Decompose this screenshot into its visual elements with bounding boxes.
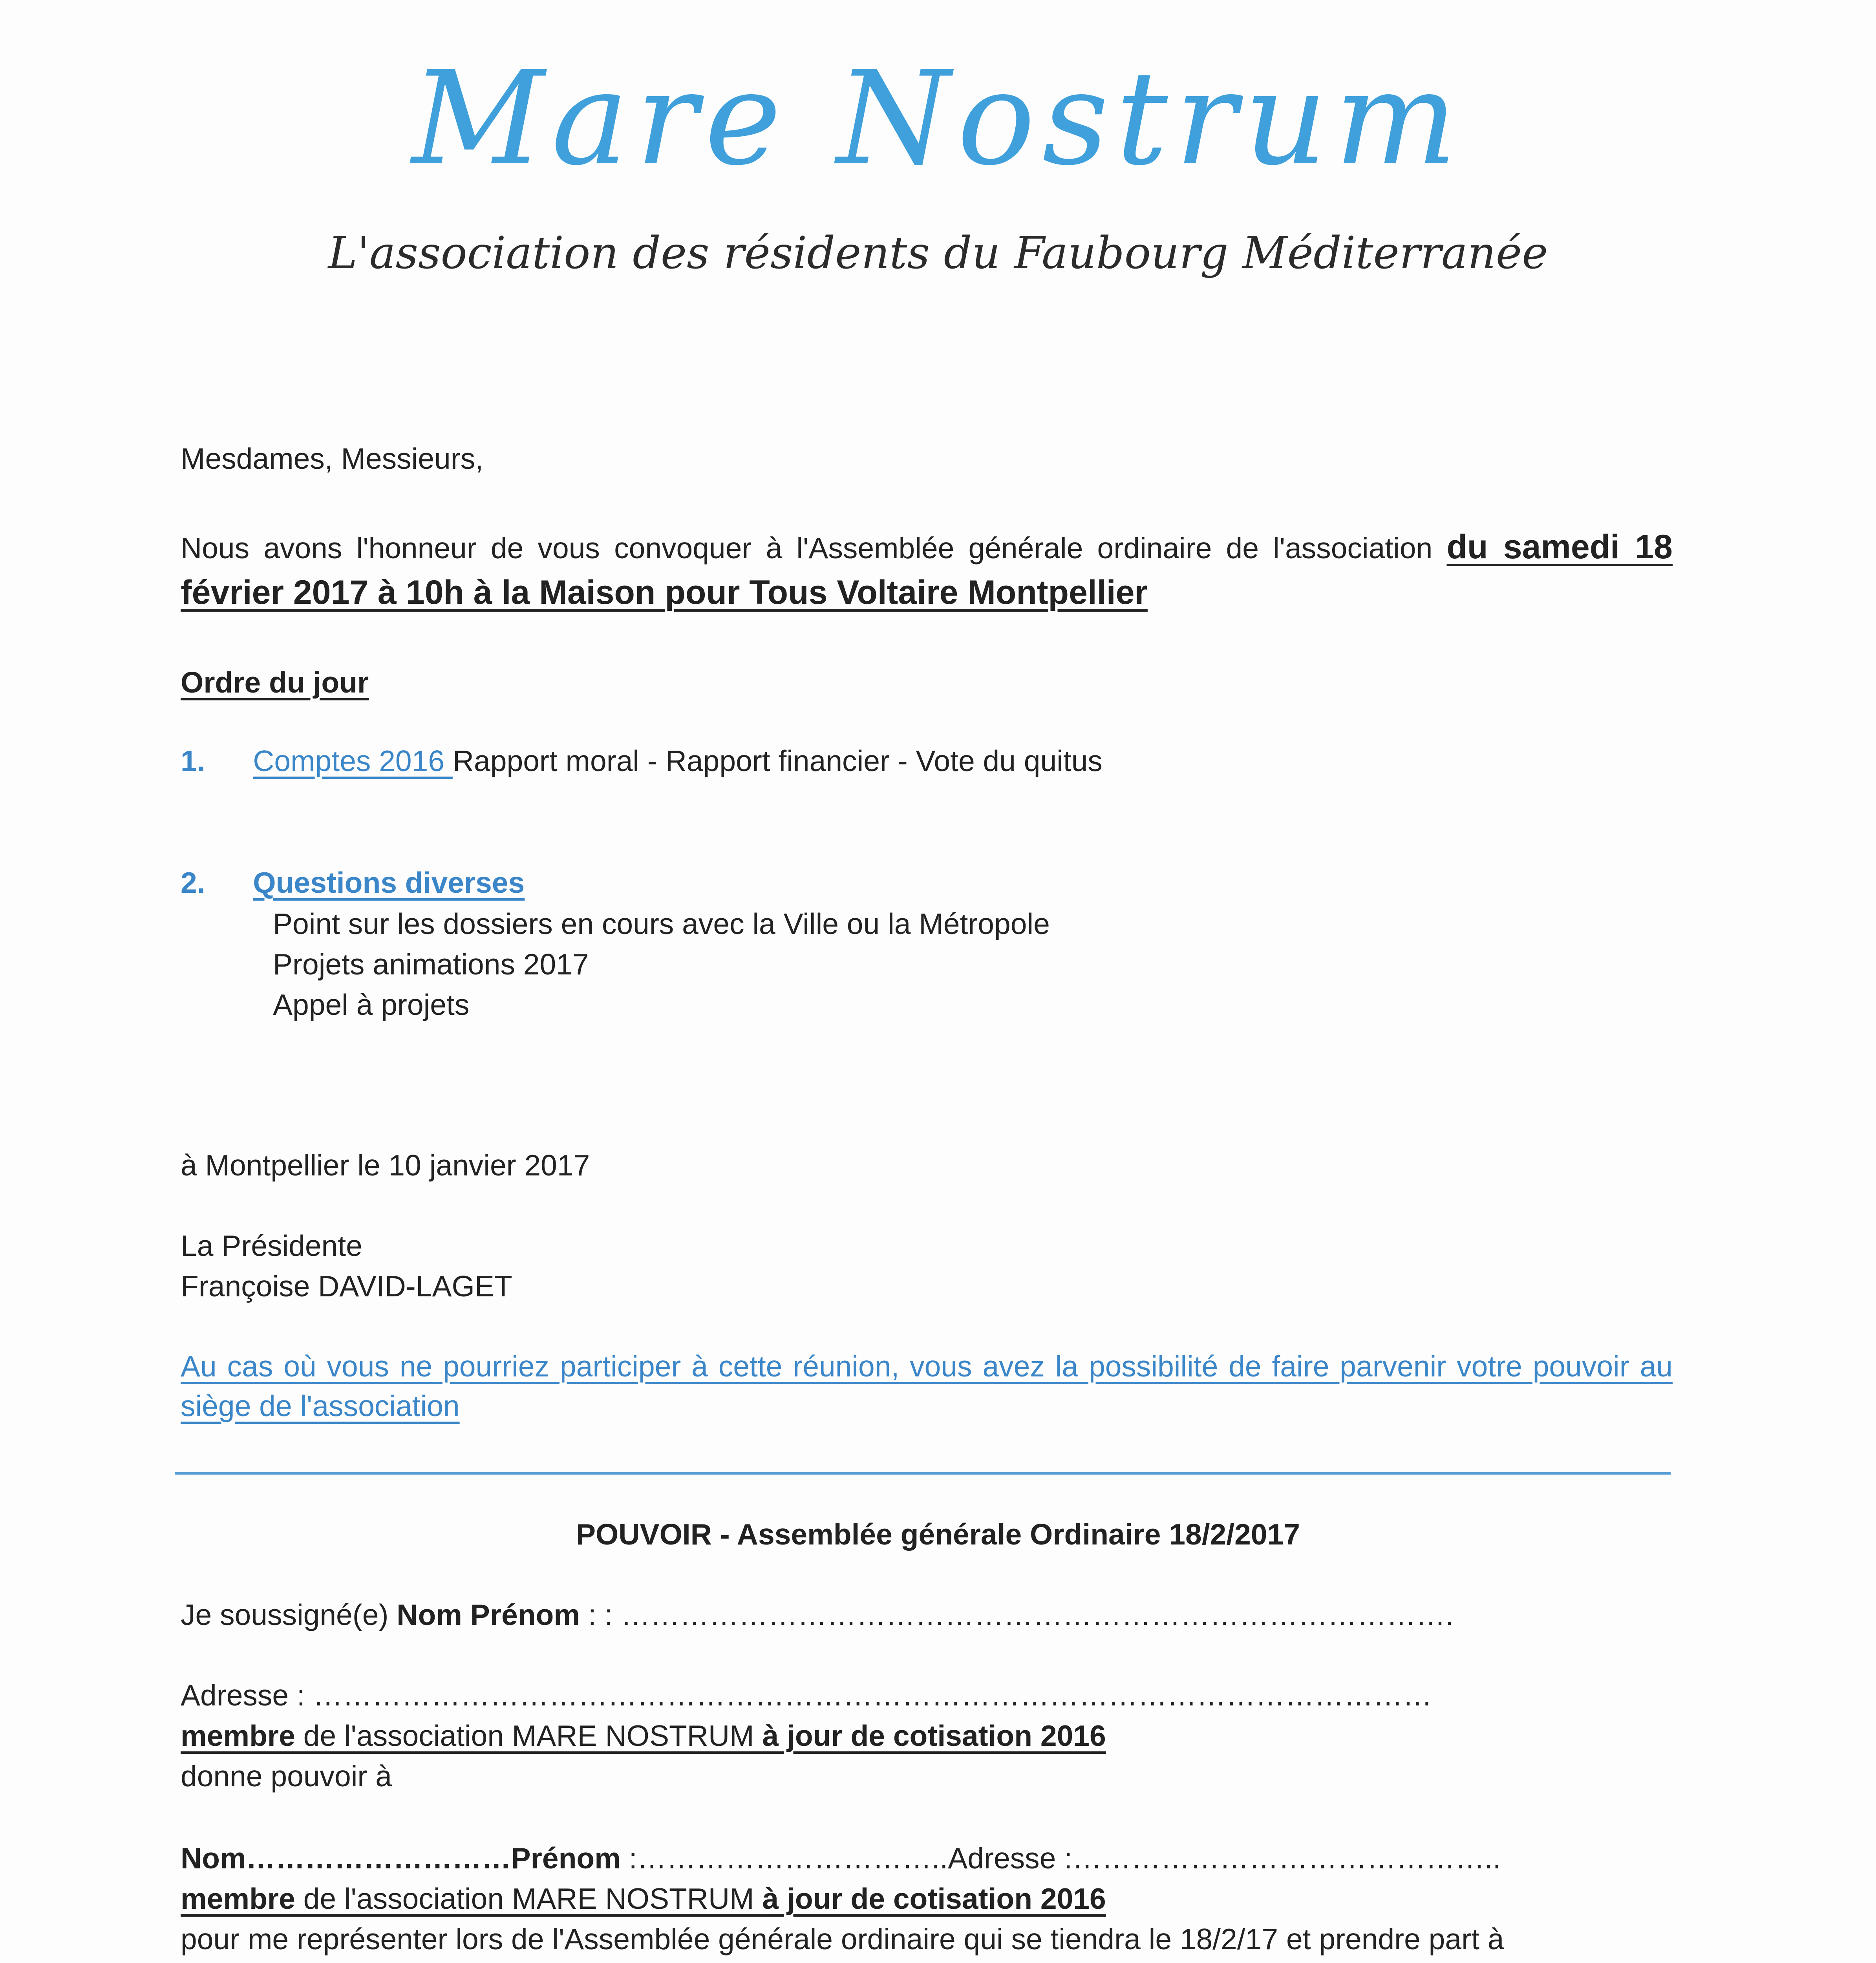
agenda-title: Ordre du jour <box>181 666 369 699</box>
agenda-subitem: Appel à projets <box>273 988 470 1021</box>
represent-line-2 <box>181 1961 1522 1963</box>
association-title: Mare Nostrum <box>411 43 1465 194</box>
agenda-item-2 <box>181 864 525 902</box>
name-label: Nom Prénom <box>397 1598 580 1631</box>
holder-address-field: :…………………………..Adresse :…………………………………….. <box>620 1842 1501 1875</box>
proxy-title-main: POUVOIR <box>576 1518 712 1551</box>
agenda-subitem: Projets animations 2017 <box>273 948 589 981</box>
separator-line <box>175 1472 1671 1475</box>
agenda-item-title: Questions diverses <box>253 866 525 899</box>
member-association: de l'association MARE NOSTRUM <box>295 1882 762 1915</box>
agenda-item-detail: Rapport moral - Rapport financier - Vote du quitus <box>452 744 1103 777</box>
signatory-role: La Présidente <box>181 1229 362 1262</box>
agenda-item-1 <box>181 742 1103 780</box>
agenda-item-number: 2. <box>181 866 205 899</box>
meeting-details: du samedi 18 février 2017 à 10h à la Maison pour Tous Voltaire Montpellier <box>181 528 1673 612</box>
signatory-name: Françoise DAVID-LAGET <box>181 1270 512 1303</box>
member-label: membre <box>181 1719 295 1752</box>
member-label: membre <box>181 1882 295 1915</box>
agenda-item-number: 1. <box>181 744 205 777</box>
holder-name-label: Nom………………………Prénom <box>181 1842 621 1875</box>
undersigned-label: Je soussigné(e) <box>181 1598 397 1631</box>
proxy-notice: Au cas où vous ne pourriez participer à cette réunion, vous avez la possibilité de faire parvenir votre pouvoir au siège de l'association <box>181 1350 1673 1423</box>
gives-proxy: donne pouvoir à <box>181 1760 392 1793</box>
member-dues: à jour de cotisation 2016 <box>762 1882 1106 1915</box>
agenda-subitem: Point sur les dossiers en cours avec la Ville ou la Métropole <box>273 907 1050 940</box>
undersigned-line <box>181 1596 1454 1634</box>
place-date: à Montpellier le 10 janvier 2017 <box>181 1149 590 1182</box>
proxy-holder-line <box>181 1839 1501 1878</box>
association-subtitle: L'association des résidents du Faubourg Méditerranée <box>328 228 1548 279</box>
member-dues: à jour de cotisation 2016 <box>762 1719 1106 1752</box>
represent-line-1: pour me représenter lors de l'Assemblée générale ordinaire qui se tiendra le 18/2/17 et prendre part à <box>181 1923 1504 1956</box>
proxy-form-title <box>0 1515 1876 1554</box>
salutation: Mesdames, Messieurs, <box>181 442 484 475</box>
proxy-title-sub: - Assemblée générale Ordinaire 18/2/2017 <box>711 1518 1300 1551</box>
name-field: : : …………………………………………………………………………. <box>580 1598 1454 1631</box>
member-association: de l'association MARE NOSTRUM <box>295 1719 762 1752</box>
agenda-item-title: Comptes 2016 <box>253 744 453 777</box>
intro-paragraph <box>181 524 1673 615</box>
intro-text: Nous avons l'honneur de vous convoquer à l'Assemblée générale ordinaire de l'association <box>181 532 1447 565</box>
member-line-1 <box>181 1717 1106 1755</box>
address-line: Adresse : …………………………………………………………………………………………………… <box>181 1679 1432 1712</box>
member-line-2 <box>181 1880 1106 1918</box>
